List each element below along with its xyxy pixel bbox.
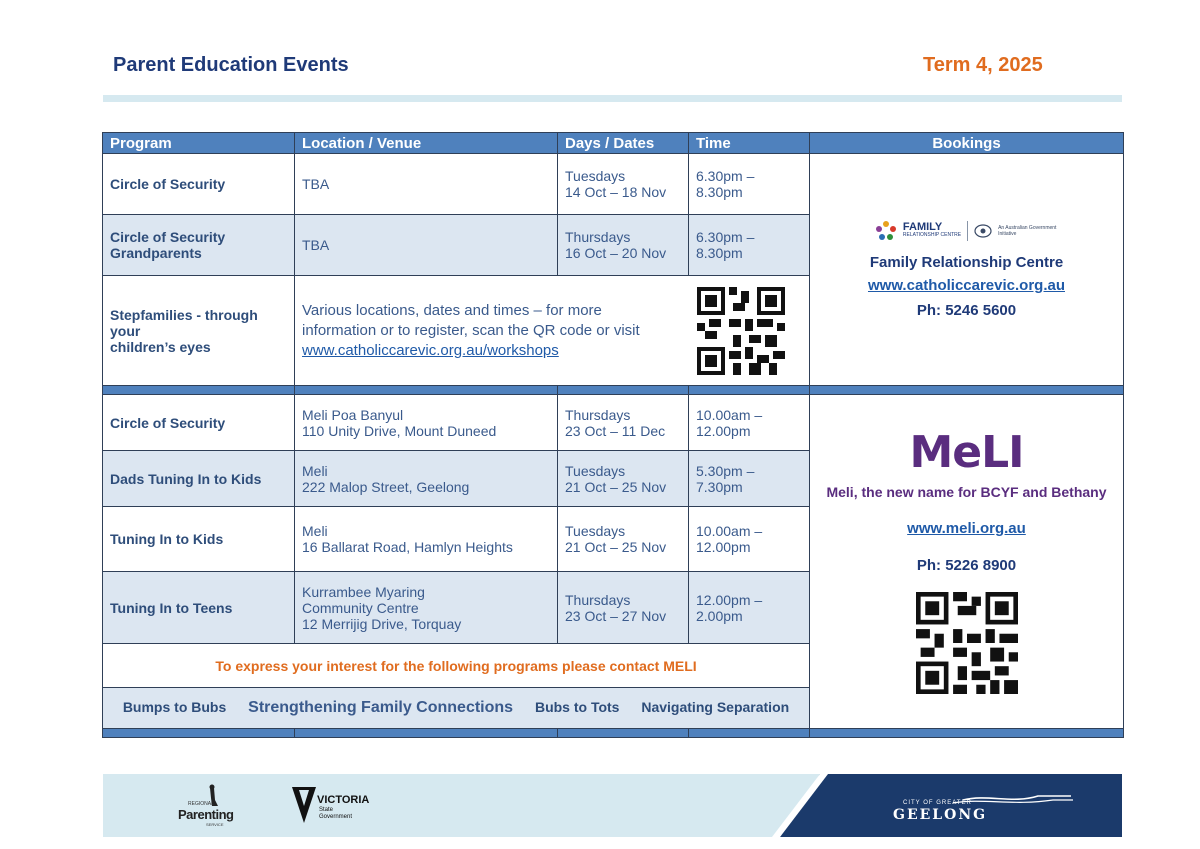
venue-address: 16 Ballarat Road, Hamlyn Heights — [302, 539, 513, 555]
parenting-sub-text: SERVICE — [206, 822, 224, 827]
header-divider — [103, 95, 1122, 102]
header-program: Program — [103, 133, 295, 154]
time-start: 10.00am – — [696, 523, 763, 539]
header-location: Location / Venue — [295, 133, 558, 154]
time-start: 12.00pm – — [696, 591, 763, 608]
stepfamilies-info-cell — [295, 276, 810, 386]
header-time: Time — [689, 133, 810, 154]
location-cell: TBA — [295, 154, 558, 215]
victoria-text: VICTORIA — [317, 794, 370, 806]
program-list — [103, 688, 810, 729]
program-cell: Tuning In to Teens — [103, 572, 295, 644]
program-strengthening-family-connections: Strengthening Family Connections — [248, 699, 514, 716]
info-line: Various locations, dates and times – for more — [302, 301, 602, 319]
dates-text: 23 Oct – 11 Dec — [565, 422, 666, 439]
header-bookings: Bookings — [810, 133, 1124, 154]
venue-address: 222 Malop Street, Geelong — [302, 478, 470, 495]
program-bubs-to-tots: Bubs to Tots — [534, 699, 620, 715]
table-row — [103, 395, 1124, 451]
parenting-small-text: REGIONAL — [188, 801, 214, 807]
days-text: Tuesdays — [565, 462, 626, 479]
days-cell — [558, 395, 689, 451]
frc-booking-cell — [810, 154, 1124, 386]
program-cell — [103, 276, 295, 386]
time-cell — [689, 507, 810, 572]
time-end: 12.00pm — [696, 539, 751, 555]
program-cell: Dads Tuning In to Kids — [103, 451, 295, 507]
time-end: 8.30pm — [696, 184, 743, 200]
table-row — [103, 154, 1124, 215]
program-cell: Circle of Security — [103, 395, 295, 451]
meli-logo: MeLI — [909, 426, 1024, 478]
location-cell — [295, 572, 558, 644]
location-cell — [295, 451, 558, 507]
dates-text: 21 Oct – 25 Nov — [565, 478, 667, 495]
events-table — [102, 132, 1124, 738]
time-end: 2.00pm — [696, 607, 743, 624]
program-bumps-to-bubs: Bumps to Bubs — [122, 699, 227, 715]
program-cell — [103, 215, 295, 276]
interest-note: To express your interest for the following programs please contact MELI — [103, 644, 810, 688]
section-divider — [103, 729, 1124, 738]
frc-star-icon — [875, 220, 897, 242]
time-cell — [689, 451, 810, 507]
dates-text: 23 Oct – 27 Nov — [565, 607, 667, 624]
frc-name: Family Relationship Centre — [869, 254, 1064, 271]
location-cell: TBA — [295, 215, 558, 276]
meli-phone: Ph: 5226 8900 — [916, 556, 1017, 574]
days-cell — [558, 451, 689, 507]
dates-text: 16 Oct – 20 Nov — [565, 245, 667, 261]
page-title: Parent Education Events — [113, 54, 349, 76]
days-text: Thursdays — [565, 591, 631, 608]
program-line: Stepfamilies - through your — [110, 306, 258, 339]
dates-text: 21 Oct – 25 Nov — [565, 539, 667, 555]
table-header-row — [103, 133, 1124, 154]
frc-phone: Ph: 5246 5600 — [916, 302, 1017, 319]
days-text: Thursdays — [565, 229, 631, 245]
days-text: Tuesdays — [565, 523, 626, 539]
meli-tagline: Meli, the new name for BCYF and Bethany — [826, 483, 1107, 500]
days-text: Tuesdays — [565, 168, 626, 184]
meli-website-link[interactable]: www.meli.org.au — [907, 519, 1026, 537]
info-line: information or to register, scan the QR code or visit — [302, 321, 640, 339]
location-cell — [295, 395, 558, 451]
victoria-sub — [319, 807, 352, 821]
victoria-sub-line: State — [319, 807, 334, 813]
days-cell — [558, 507, 689, 572]
venue-address: 12 Merrijig Drive, Torquay — [302, 615, 462, 632]
program-line: Circle of Security — [110, 229, 226, 245]
venue-name: Meli Poa Banyul — [302, 406, 404, 423]
victoria-triangle-icon — [291, 786, 317, 824]
victoria-state-government-logo — [291, 786, 370, 826]
dates-text: 14 Oct – 18 Nov — [565, 184, 667, 200]
time-end: 12.00pm — [696, 422, 751, 439]
days-cell — [558, 572, 689, 644]
stepfamilies-info — [302, 301, 640, 361]
venue-name: Meli — [302, 523, 328, 539]
time-cell — [689, 215, 810, 276]
victoria-sub-line: Government — [319, 814, 353, 820]
geelong-city-text: CITY OF GREATER — [903, 800, 972, 806]
days-cell — [558, 154, 689, 215]
time-cell — [689, 395, 810, 451]
time-start: 10.00am – — [696, 406, 763, 423]
frc-logo — [817, 220, 1116, 242]
location-cell — [295, 507, 558, 572]
header-days: Days / Dates — [558, 133, 689, 154]
frc-qr-code-icon[interactable] — [697, 287, 785, 375]
time-cell — [689, 154, 810, 215]
time-start: 5.30pm – — [696, 462, 755, 479]
city-of-greater-geelong-logo — [893, 796, 1083, 824]
venue-name: Meli — [302, 462, 328, 479]
days-text: Thursdays — [565, 406, 631, 423]
frc-website-link[interactable]: www.catholiccarevic.org.au — [867, 277, 1065, 294]
workshops-link[interactable]: www.catholiccarevic.org.au/workshops — [302, 341, 559, 359]
australian-crest-icon — [974, 223, 992, 239]
time-start: 6.30pm – — [696, 168, 755, 184]
time-end: 8.30pm — [696, 245, 743, 261]
frc-logo-sub: RELATIONSHIP CENTRE — [902, 232, 962, 238]
time-start: 6.30pm – — [696, 229, 755, 245]
program-line: Grandparents — [110, 245, 202, 261]
venue-name: Kurrambee Myaring — [302, 583, 425, 600]
section-divider — [103, 386, 1124, 395]
geelong-name-text: GEELONG — [893, 807, 988, 823]
frc-logo-text: FAMILY — [902, 221, 943, 233]
venue-name: Community Centre — [302, 599, 419, 616]
meli-booking-cell — [810, 395, 1124, 729]
regional-parenting-logo — [176, 784, 236, 829]
program-cell: Circle of Security — [103, 154, 295, 215]
program-navigating-separation: Navigating Separation — [641, 699, 790, 715]
program-cell: Tuning In to Kids — [103, 507, 295, 572]
gov-initiative-text: An Australian Government Initiative — [998, 225, 1057, 237]
time-cell — [689, 572, 810, 644]
parenting-text: Parenting — [178, 807, 234, 822]
meli-qr-code-icon[interactable] — [916, 592, 1018, 694]
time-end: 7.30pm — [696, 478, 743, 495]
venue-address: 110 Unity Drive, Mount Duneed — [302, 422, 497, 439]
program-line: children’s eyes — [110, 338, 211, 355]
term-label: Term 4, 2025 — [923, 54, 1043, 76]
days-cell — [558, 215, 689, 276]
